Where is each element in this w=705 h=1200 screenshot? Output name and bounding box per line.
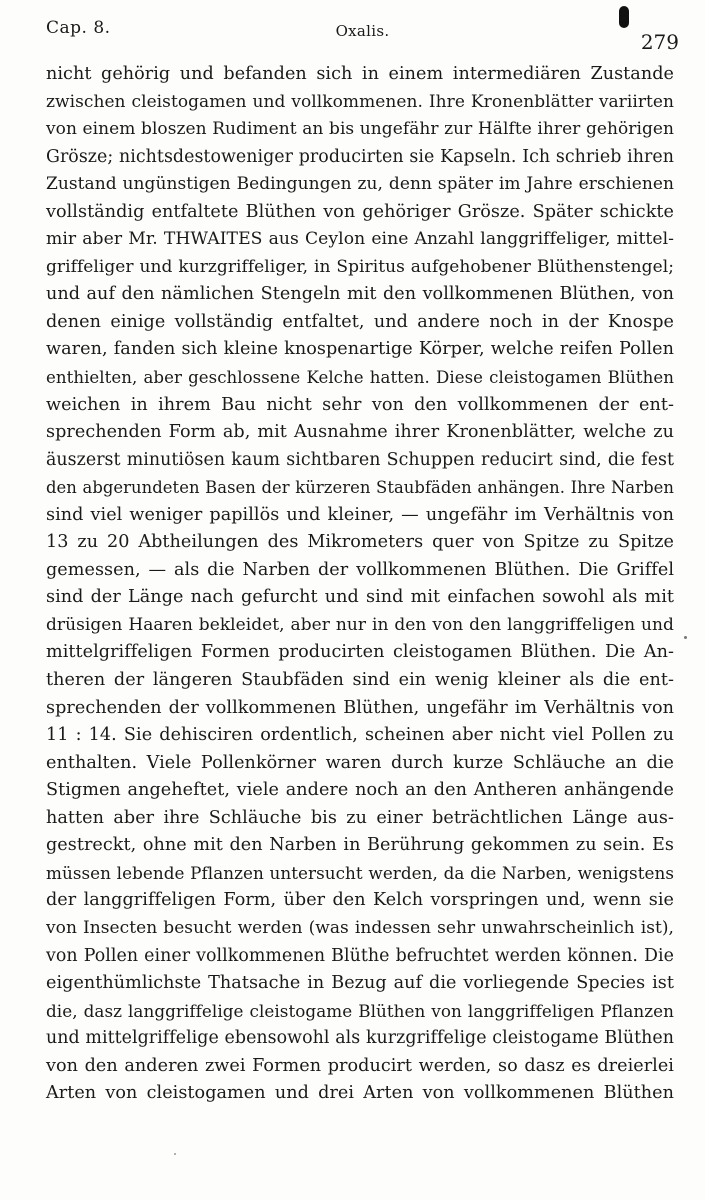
text-line: mittelgriffeligen Formen producirten cleistogamen Blüthen. Die An- bbox=[46, 642, 674, 663]
text-line: müssen lebende Pflanzen untersucht werden, da die Narben, wenigstens bbox=[46, 862, 674, 883]
body-text bbox=[46, 61, 674, 1108]
text-line: die, dasz langgriffelige cleistogame Blüthen von langgriffeligen Pflanzen bbox=[46, 1000, 674, 1021]
paper-speck bbox=[174, 1153, 176, 1155]
text-line: drüsigen Haaren bekleidet, aber nur in den von den langgriffeligen und bbox=[46, 614, 674, 635]
margin-speck bbox=[684, 636, 687, 639]
ink-mark bbox=[619, 6, 629, 28]
text-line: von Pollen einer vollkommenen Blüthe befruchtet werden können. Die bbox=[46, 945, 674, 966]
text-line: theren der längeren Staubfäden sind ein wenig kleiner als die ent- bbox=[46, 670, 674, 691]
text-line: Stigmen angeheftet, viele andere noch an den Antheren anhängende bbox=[46, 780, 674, 801]
text-line: von einem bloszen Rudiment an bis ungefähr zur Hälfte ihrer gehörigen bbox=[46, 119, 674, 140]
text-line: gestreckt, ohne mit den Narben in Berührung gekommen zu sein. Es bbox=[46, 835, 674, 856]
chapter-label: Cap. 8. bbox=[46, 18, 111, 38]
text-line: nicht gehörig und befanden sich in einem intermediären Zustande bbox=[46, 64, 674, 84]
text-line: sprechenden der vollkommenen Blüthen, ungefähr im Verhältnis von bbox=[46, 697, 674, 718]
text-line: den abgerundeten Basen der kürzeren Staubfäden anhängen. Ihre Narben bbox=[46, 478, 674, 498]
text-line: griffeliger und kurzgriffeliger, in Spiritus aufgehobener Blüthenstengel; bbox=[46, 256, 674, 277]
text-line: und auf den nämlichen Stengeln mit den vollkommenen Blüthen, von bbox=[46, 284, 674, 305]
text-line: sind viel weniger papillös und kleiner, — ungefähr im Verhältnis von bbox=[46, 504, 674, 525]
text-line: sind der Länge nach gefurcht und sind mit einfachen sowohl als mit bbox=[46, 587, 674, 608]
text-line: sprechenden Form ab, mit Ausnahme ihrer Kronenblätter, welche zu bbox=[46, 422, 674, 443]
text-line: Zustand ungünstigen Bedingungen zu, denn später im Jahre erschienen bbox=[46, 174, 674, 195]
text-line: enthielten, aber geschlossene Kelche hatten. Diese cleistogamen Blüthen bbox=[46, 368, 674, 388]
page-header bbox=[46, 16, 679, 52]
text-line: denen einige vollständig entfaltet, und andere noch in der Knospe bbox=[46, 311, 674, 332]
page-number: 279 bbox=[640, 30, 679, 54]
text-line: von Insecten besucht werden (was indessen sehr unwahrscheinlich ist), bbox=[46, 917, 674, 938]
text-line: 13 zu 20 Abtheilungen des Mikrometers quer von Spitze zu Spitze bbox=[46, 532, 674, 553]
text-line: Grösze; nichtsdestoweniger producirten sie Kapseln. Ich schrieb ihren bbox=[46, 146, 674, 167]
text-line: und mittelgriffelige ebensowohl als kurzgriffelige cleistogame Blüthen bbox=[46, 1028, 674, 1049]
text-line: hatten aber ihre Schläuche bis zu einer beträchtlichen Länge aus- bbox=[46, 807, 674, 828]
text-line: Arten von cleistogamen und drei Arten von vollkommenen Blüthen bbox=[46, 1083, 674, 1104]
text-line: gemessen, — als die Narben der vollkommenen Blüthen. Die Griffel bbox=[46, 559, 674, 580]
text-line: eigenthümlichste Thatsache in Bezug auf die vorliegende Species ist bbox=[46, 973, 674, 994]
text-line: von den anderen zwei Formen producirt werden, so dasz es dreierlei bbox=[46, 1055, 674, 1076]
text-line: waren, fanden sich kleine knospenartige Körper, welche reifen Pollen bbox=[46, 339, 674, 360]
text-line: mir aber Mr. THWAITES aus Ceylon eine Anzahl langgriffeliger, mittel- bbox=[46, 229, 674, 250]
text-line: weichen in ihrem Bau nicht sehr von den vollkommenen der ent- bbox=[46, 394, 674, 415]
text-line: äuszerst minutiösen kaum sichtbaren Schuppen reducirt sind, die fest bbox=[46, 449, 674, 470]
text-line: der langgriffeligen Form, über den Kelch vorspringen und, wenn sie bbox=[46, 890, 674, 911]
text-line: vollständig entfaltete Blüthen von gehöriger Grösze. Später schickte bbox=[46, 201, 674, 222]
running-title: Oxalis. bbox=[335, 22, 390, 40]
text-line: 11 : 14. Sie dehisciren ordentlich, scheinen aber nicht viel Pollen zu bbox=[46, 725, 674, 746]
text-line: enthalten. Viele Pollenkörner waren durch kurze Schläuche an die bbox=[46, 752, 674, 773]
text-line: zwischen cleistogamen und vollkommenen. Ihre Kronenblätter variirten bbox=[46, 91, 674, 112]
